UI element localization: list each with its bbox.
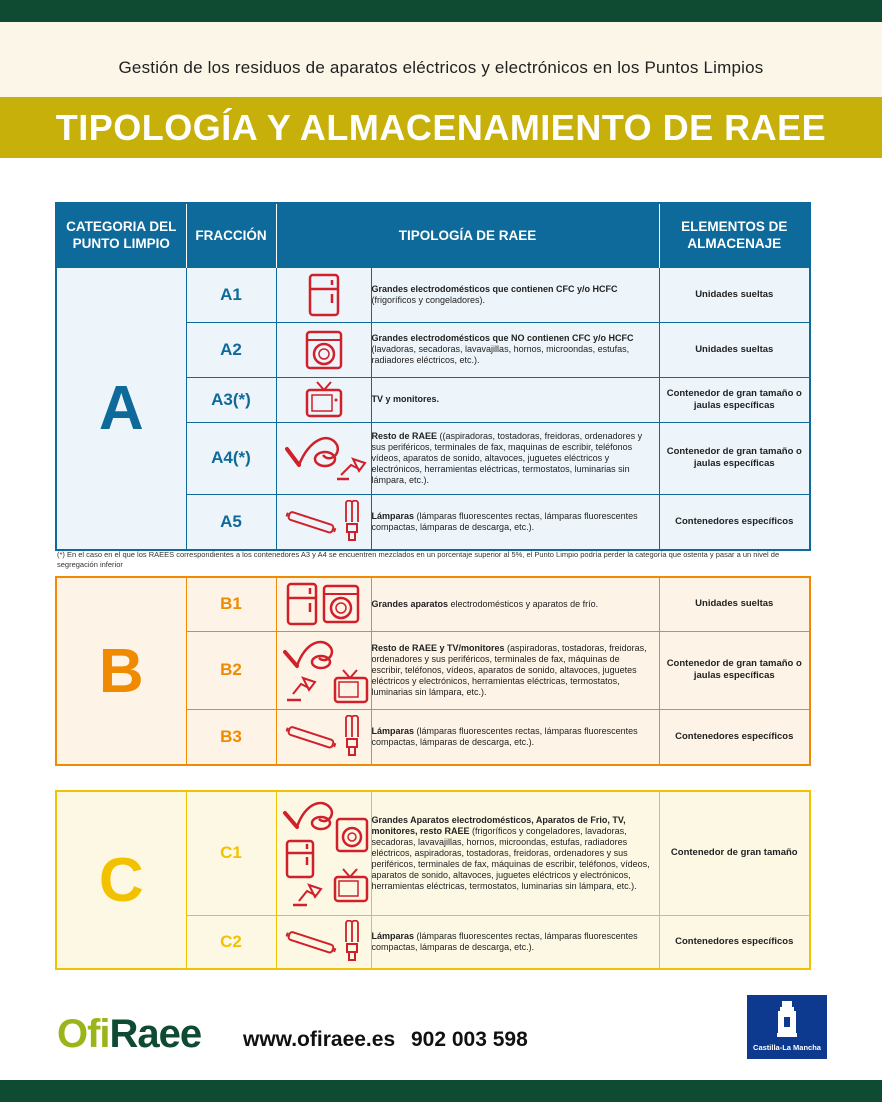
typology-bold: TV y monitores. xyxy=(371,394,440,404)
typology-bold: Lámparas xyxy=(371,930,415,941)
storage-text: Contenedor de gran tamaño o jaulas específicas xyxy=(659,631,810,709)
washing-machine-icon xyxy=(276,322,371,377)
fridge-icon xyxy=(276,267,371,322)
typology-detail: ((aspiradoras, tostadoras, freidoras, ordenadores y sus periféricos, terminales de fax, maquinas de escribir, teléfonos vídeos, aparatos de sonido, altavoces, juguetes eléctricos y electrónicos, herramientas eléctricas, termostatos, luminarias sin lámpara, etc.). xyxy=(371,430,643,485)
category-b-table xyxy=(55,576,811,766)
storage-text: Unidades sueltas xyxy=(659,577,810,631)
header-category: CATEGORIA DEL PUNTO LIMPIO xyxy=(56,203,186,267)
typology-detail: (lavadoras, secadoras, lavavajillas, hornos, microondas, estufas, radiadores eléctricos, etc.). xyxy=(371,344,630,365)
typology-bold: Grandes Aparatos electrodomésticos, Aparatos de Frio, TV, monitores, resto RAEE xyxy=(371,814,626,836)
castle-emblem-icon xyxy=(747,995,827,1043)
fraction-label: A1 xyxy=(186,267,276,322)
typology-text xyxy=(371,322,659,377)
typology-text xyxy=(371,577,659,631)
storage-text: Contenedores específicos xyxy=(659,494,810,550)
fraction-label: B1 xyxy=(186,577,276,631)
table-row xyxy=(56,577,810,631)
typology-text xyxy=(371,631,659,709)
fraction-label: A4(*) xyxy=(186,422,276,494)
fraction-label: C1 xyxy=(186,791,276,915)
fraction-label: B2 xyxy=(186,631,276,709)
category-c-table xyxy=(55,790,811,970)
fridge-washer-icon xyxy=(276,577,371,631)
typology-text xyxy=(371,709,659,765)
category-letter-c: C xyxy=(56,791,186,969)
region-name: Castilla-La Mancha xyxy=(753,1043,821,1052)
castilla-la-mancha-logo xyxy=(747,995,827,1059)
footnote: (*) En el caso en el que los RAEES correspondientes a los contenedores A3 y A4 se encuentren mezclados en un porcentaje superior al 5%, el Punto Limpio podría perder la categoría que ostenta y pasar a un nivel de segregación inferior xyxy=(57,550,780,569)
typology-text xyxy=(371,422,659,494)
typology-text xyxy=(371,915,659,969)
typology-detail: (lámparas fluorescentes rectas, lámparas fluorescentes compactas, lámparas de descarga, etc.). xyxy=(371,725,638,747)
typology-bold: Grandes aparatos xyxy=(371,598,449,609)
category-a-table xyxy=(55,202,811,551)
storage-text: Unidades sueltas xyxy=(659,322,810,377)
typology-detail: (frigoríficos y congeladores, lavadoras, secadoras, lavavajillas, hornos, microondas, estufas, radiadores eléctricos, aspiradoras, tostadoras, freidoras, ordenadores y sus periféricos, terminales de fax, máquinas de escribir, teléfonos, vídeos, aparatos de sonido, altavoces, juguetes eléctricos y electrónicos, herramientas eléctricas, termostatos, luminarias sin lámpara, etc.). xyxy=(371,825,650,891)
typology-text xyxy=(371,791,659,915)
typology-detail: electrodomésticos y aparatos de frío. xyxy=(448,598,599,609)
typology-text xyxy=(371,494,659,550)
typology-detail: (aspiradoras, tostadoras, freidoras, ordenadores y sus periféricos, terminales de fax, máquinas de escribir, teléfonos, vídeos, aparatos de sonido, altavoces, juguetes eléctricos y electrónicos, herramientas eléctricas, termostatos, luminarias sin lámpara, etc.). xyxy=(371,642,647,697)
phone-number: 902 003 598 xyxy=(411,1028,528,1051)
header-typology: TIPOLOGÍA DE RAEE xyxy=(276,203,659,267)
vacuum-lamp-tv-icon xyxy=(276,631,371,709)
typology-text xyxy=(371,267,659,322)
typology-detail: (lámparas fluorescentes rectas, lámparas fluorescentes compactas, lámparas de descarga, etc.). xyxy=(371,510,638,532)
category-letter-a: A xyxy=(56,267,186,550)
typology-bold: Grandes electrodomésticos que contienen CFC y/o HCFC xyxy=(371,283,618,294)
lamps-icon xyxy=(276,709,371,765)
lamps-icon xyxy=(276,494,371,550)
bottom-bar xyxy=(0,1080,882,1102)
typology-bold: Resto de RAEE y TV/monitores xyxy=(371,642,505,653)
top-bar xyxy=(0,0,882,22)
logo-part-raee: Raee xyxy=(109,1012,202,1056)
typology-bold: Lámparas xyxy=(371,725,415,736)
page-title: TIPOLOGÍA Y ALMACENAMIENTO DE RAEE xyxy=(55,107,827,148)
ofiraee-logo xyxy=(57,1012,201,1057)
logo-part-ofi: Ofi xyxy=(57,1012,110,1056)
typology-detail: (frigoríficos y congeladores). xyxy=(371,294,486,305)
fraction-label: C2 xyxy=(186,915,276,969)
header-storage: ELEMENTOS DE ALMACENAJE xyxy=(659,203,810,267)
fraction-label: A3(*) xyxy=(186,377,276,422)
vacuum-lamp-icon xyxy=(276,422,371,494)
table-row xyxy=(56,791,810,915)
storage-text: Contenedor de gran tamaño xyxy=(659,791,810,915)
tv-icon xyxy=(276,377,371,422)
typology-bold: Resto de RAEE xyxy=(371,430,438,441)
table-row xyxy=(56,267,810,322)
mixed-appliances-icon xyxy=(276,791,371,915)
fraction-label: A2 xyxy=(186,322,276,377)
typology-bold: Lámparas xyxy=(371,510,415,521)
lamps-icon xyxy=(276,915,371,969)
storage-text: Contenedores específicos xyxy=(659,709,810,765)
page-subtitle: Gestión de los residuos de aparatos eléctricos y electrónicos en los Puntos Limpios xyxy=(118,58,764,77)
website-link[interactable]: www.ofiraee.es xyxy=(243,1028,396,1051)
typology-bold: Grandes electrodomésticos que NO contienen CFC y/o HCFC xyxy=(371,333,634,343)
storage-text: Contenedor de gran tamaño o jaulas específicas xyxy=(659,377,810,422)
table-header-row xyxy=(56,203,810,267)
fraction-label: B3 xyxy=(186,709,276,765)
storage-text: Contenedor de gran tamaño o jaulas específicas xyxy=(659,422,810,494)
fraction-label: A5 xyxy=(186,494,276,550)
storage-text: Unidades sueltas xyxy=(659,267,810,322)
typology-text xyxy=(371,377,659,422)
category-letter-b: B xyxy=(56,577,186,765)
typology-detail: (lámparas fluorescentes rectas, lámparas fluorescentes compactas, lámparas de descarga, etc.). xyxy=(371,930,638,952)
storage-text: Contenedores específicos xyxy=(659,915,810,969)
header-fraction: FRACCIÓN xyxy=(186,203,276,267)
